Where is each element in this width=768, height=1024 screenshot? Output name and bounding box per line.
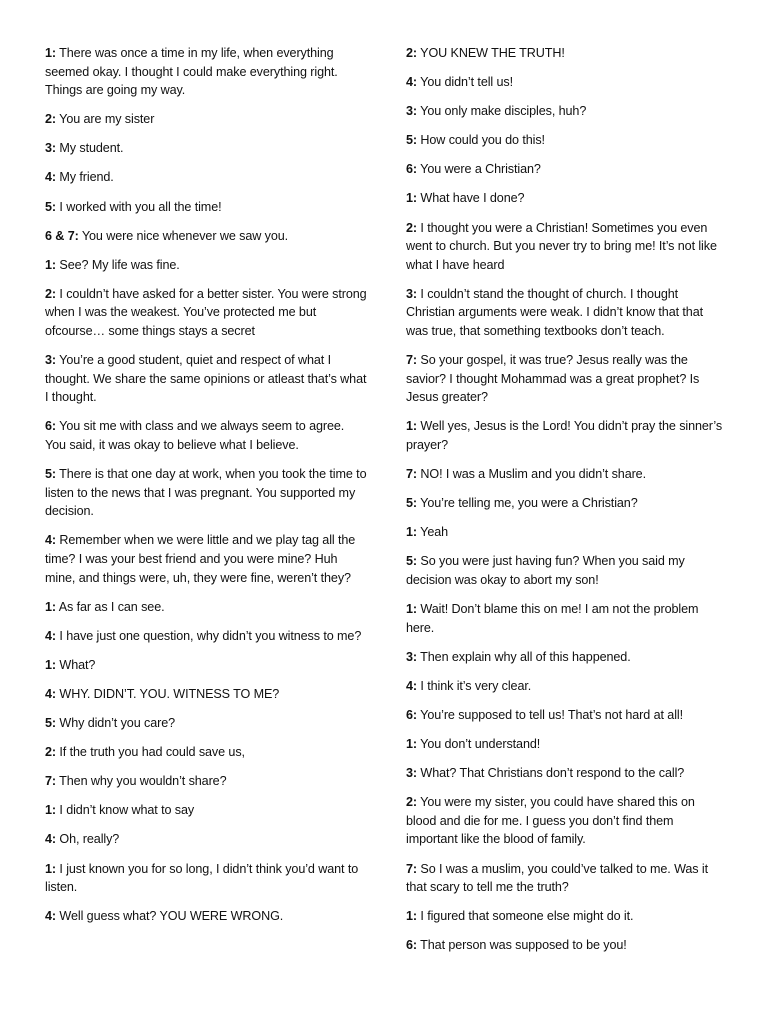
- dialogue-line: [406, 73, 724, 92]
- speaker-label: 1:: [45, 861, 56, 876]
- dialogue-line: [406, 677, 724, 696]
- dialogue-text: See? My life was fine.: [59, 257, 180, 272]
- dialogue-line: [406, 523, 724, 542]
- dialogue-text: You only make disciples, huh?: [420, 104, 587, 119]
- dialogue-text: Then why you wouldn’t share?: [59, 774, 227, 789]
- speaker-label: 3:: [406, 286, 417, 301]
- speaker-label: 4:: [406, 75, 417, 90]
- dialogue-text: So your gospel, it was true? Jesus really was the savior? I thought Mohammad was a great prophet? Is Jesus greater?: [406, 353, 700, 405]
- dialogue-line: [45, 256, 367, 275]
- dialogue-text: What? That Christians don’t respond to the call?: [420, 766, 685, 781]
- speaker-label: 5:: [45, 199, 56, 214]
- speaker-label: 4:: [45, 628, 56, 643]
- speaker-label: 1:: [45, 657, 56, 672]
- speaker-label: 2:: [45, 745, 56, 760]
- dialogue-text: As far as I can see.: [58, 599, 165, 614]
- dialogue-text: Then explain why all of this happened.: [420, 649, 631, 664]
- dialogue-text: I didn’t know what to say: [59, 803, 195, 818]
- speaker-label: 2:: [406, 46, 417, 60]
- dialogue-text: You’re a good student, quiet and respect of what I thought. We share the same opinions or atleast that’s what I thought.: [45, 353, 367, 405]
- dialogue-line: [45, 627, 367, 646]
- dialogue-line: [406, 131, 724, 150]
- dialogue-line: [45, 198, 367, 217]
- speaker-label: 2:: [45, 286, 56, 301]
- dialogue-text: I couldn’t stand the thought of church. I thought Christian arguments were weak. I didn’t know that that was true, that something textbooks don’t teach.: [406, 286, 703, 339]
- speaker-label: 1:: [406, 909, 417, 924]
- dialogue-line: [406, 735, 724, 754]
- dialogue-line: [406, 648, 724, 667]
- speaker-label: 1:: [406, 191, 417, 206]
- right-column: [406, 44, 724, 965]
- dialogue-line: [45, 907, 367, 926]
- speaker-label: 2:: [45, 112, 56, 127]
- dialogue-line: [45, 772, 367, 791]
- speaker-label: 2:: [406, 795, 417, 810]
- dialogue-text: My friend.: [59, 170, 114, 185]
- speaker-label: 4:: [45, 533, 56, 548]
- dialogue-line: [45, 168, 367, 187]
- dialogue-text: What have I done?: [420, 191, 525, 206]
- dialogue-text: I figured that someone else might do it.: [420, 909, 634, 924]
- dialogue-text: You’re supposed to tell us! That’s not hard at all!: [420, 707, 683, 722]
- dialogue-text: Well guess what? YOU WERE WRONG.: [59, 909, 284, 924]
- dialogue-line: [45, 656, 367, 675]
- dialogue-line: [45, 531, 367, 587]
- dialogue-line: [406, 465, 724, 484]
- dialogue-line: [45, 830, 367, 849]
- dialogue-line: [406, 494, 724, 513]
- dialogue-text: There was once a time in my life, when everything seemed okay. I thought I could make everything right. Things are going my way.: [45, 46, 338, 98]
- speaker-label: 6 & 7:: [45, 228, 79, 243]
- dialogue-text: What?: [59, 657, 96, 672]
- speaker-label: 2:: [406, 220, 417, 235]
- speaker-label: 4:: [45, 909, 56, 924]
- dialogue-line: [45, 417, 367, 454]
- dialogue-text: I worked with you all the time!: [59, 199, 222, 214]
- speaker-label: 6:: [406, 162, 417, 177]
- dialogue-line: [45, 465, 367, 521]
- dialogue-text: Why didn’t you care?: [59, 716, 176, 731]
- speaker-label: 7:: [45, 774, 56, 789]
- speaker-label: 3:: [45, 353, 56, 368]
- speaker-label: 4:: [45, 686, 56, 701]
- dialogue-text: You were a Christian?: [420, 162, 541, 177]
- dialogue-text: So I was a muslim, you could’ve talked to me. Was it that scary to tell me the truth?: [406, 861, 709, 895]
- dialogue-line: [45, 714, 367, 733]
- dialogue-line: [406, 907, 724, 926]
- speaker-label: 5:: [406, 133, 417, 148]
- speaker-label: 5:: [45, 467, 56, 482]
- dialogue-line: [45, 139, 367, 158]
- speaker-label: 3:: [45, 141, 56, 156]
- dialogue-text: NO! I was a Muslim and you didn’t share.: [420, 467, 646, 482]
- dialogue-line: [406, 764, 724, 783]
- dialogue-line: [406, 860, 724, 897]
- dialogue-line: [406, 552, 724, 589]
- dialogue-text: You are my sister: [59, 112, 155, 127]
- speaker-label: 4:: [45, 832, 56, 847]
- speaker-label: 1:: [45, 803, 56, 818]
- dialogue-text: Yeah: [420, 525, 449, 540]
- dialogue-text: You’re telling me, you were a Christian?: [420, 496, 638, 511]
- speaker-label: 1:: [406, 737, 417, 752]
- dialogue-text: YOU KNEW THE TRUTH!: [420, 46, 565, 60]
- dialogue-text: That person was supposed to be you!: [420, 938, 627, 953]
- dialogue-line: [45, 44, 367, 100]
- speaker-label: 4:: [406, 678, 417, 693]
- dialogue-line: [406, 600, 724, 637]
- dialogue-line: [406, 936, 724, 955]
- speaker-label: 1:: [406, 419, 417, 434]
- speaker-label: 3:: [406, 649, 417, 664]
- dialogue-line: [45, 743, 367, 762]
- dialogue-text: I think it’s very clear.: [420, 678, 532, 693]
- speaker-label: 1:: [45, 257, 56, 272]
- dialogue-text: Remember when we were little and we play tag all the time? I was your best friend and you were mine? Huh mine, and things were, uh, they were fine, weren’t they?: [45, 533, 356, 585]
- speaker-label: 6:: [406, 938, 417, 953]
- dialogue-text: WHY. DIDN’T. YOU. WITNESS TO ME?: [59, 686, 280, 701]
- dialogue-text: How could you do this!: [420, 133, 545, 148]
- dialogue-text: So you were just having fun? When you said my decision was okay to abort my son!: [406, 554, 685, 587]
- dialogue-text: Well yes, Jesus is the Lord! You didn’t pray the sinner’s prayer?: [406, 419, 723, 452]
- dialogue-text: My student.: [59, 141, 124, 156]
- dialogue-text: Wait! Don’t blame this on me! I am not the problem here.: [406, 602, 699, 635]
- speaker-label: 1:: [406, 525, 417, 540]
- dialogue-text: I couldn’t have asked for a better sister. You were strong when I was the weakest. You’ve protected me but ofcourse… some things stays a secret: [45, 286, 367, 339]
- speaker-label: 3:: [406, 104, 417, 119]
- dialogue-line: [45, 685, 367, 704]
- dialogue-line: [406, 351, 724, 407]
- dialogue-line: [45, 801, 367, 820]
- speaker-label: 5:: [406, 554, 417, 569]
- speaker-label: 3:: [406, 766, 417, 781]
- speaker-label: 7:: [406, 861, 417, 876]
- dialogue-line: [406, 102, 724, 121]
- dialogue-line: [45, 351, 367, 407]
- dialogue-line: [45, 598, 367, 617]
- dialogue-line: [406, 706, 724, 725]
- dialogue-text: You sit me with class and we always seem to agree. You said, it was okay to believe what I believe.: [45, 419, 345, 452]
- dialogue-line: [406, 160, 724, 179]
- speaker-label: 7:: [406, 353, 417, 368]
- dialogue-text: I just known you for so long, I didn’t think you’d want to listen.: [45, 861, 359, 895]
- dialogue-text: You didn’t tell us!: [420, 75, 514, 90]
- dialogue-line: [406, 285, 724, 341]
- dialogue-text: You don’t understand!: [420, 737, 541, 752]
- speaker-label: 4:: [45, 170, 56, 185]
- dialogue-text: If the truth you had could save us,: [59, 745, 245, 760]
- left-column: [45, 44, 367, 936]
- dialogue-line: [406, 219, 724, 275]
- dialogue-text: I thought you were a Christian! Sometimes you even went to church. But you never try to bring me! It’s not like what I have heard: [406, 220, 717, 272]
- dialogue-line: [45, 110, 367, 129]
- dialogue-line: [406, 189, 724, 208]
- speaker-label: 6:: [45, 419, 56, 434]
- dialogue-text: There is that one day at work, when you took the time to listen to the news that I was pregnant. You supported my decision.: [45, 467, 367, 519]
- dialogue-line: [406, 44, 724, 63]
- speaker-label: 5:: [406, 496, 417, 511]
- dialogue-line: [45, 227, 367, 246]
- speaker-label: 1:: [45, 46, 56, 60]
- dialogue-text: You were nice whenever we saw you.: [81, 228, 289, 243]
- speaker-label: 1:: [406, 602, 417, 617]
- dialogue-line: [45, 285, 367, 341]
- speaker-label: 6:: [406, 707, 417, 722]
- dialogue-line: [406, 417, 724, 454]
- dialogue-line: [406, 793, 724, 849]
- speaker-label: 7:: [406, 467, 417, 482]
- dialogue-text: I have just one question, why didn’t you witness to me?: [59, 628, 362, 643]
- dialogue-text: You were my sister, you could have shared this on blood and die for me. I guess you don’t find them important like the blood of family.: [406, 795, 695, 847]
- speaker-label: 5:: [45, 716, 56, 731]
- dialogue-line: [45, 860, 367, 897]
- dialogue-text: Oh, really?: [59, 832, 120, 847]
- speaker-label: 1:: [45, 599, 56, 614]
